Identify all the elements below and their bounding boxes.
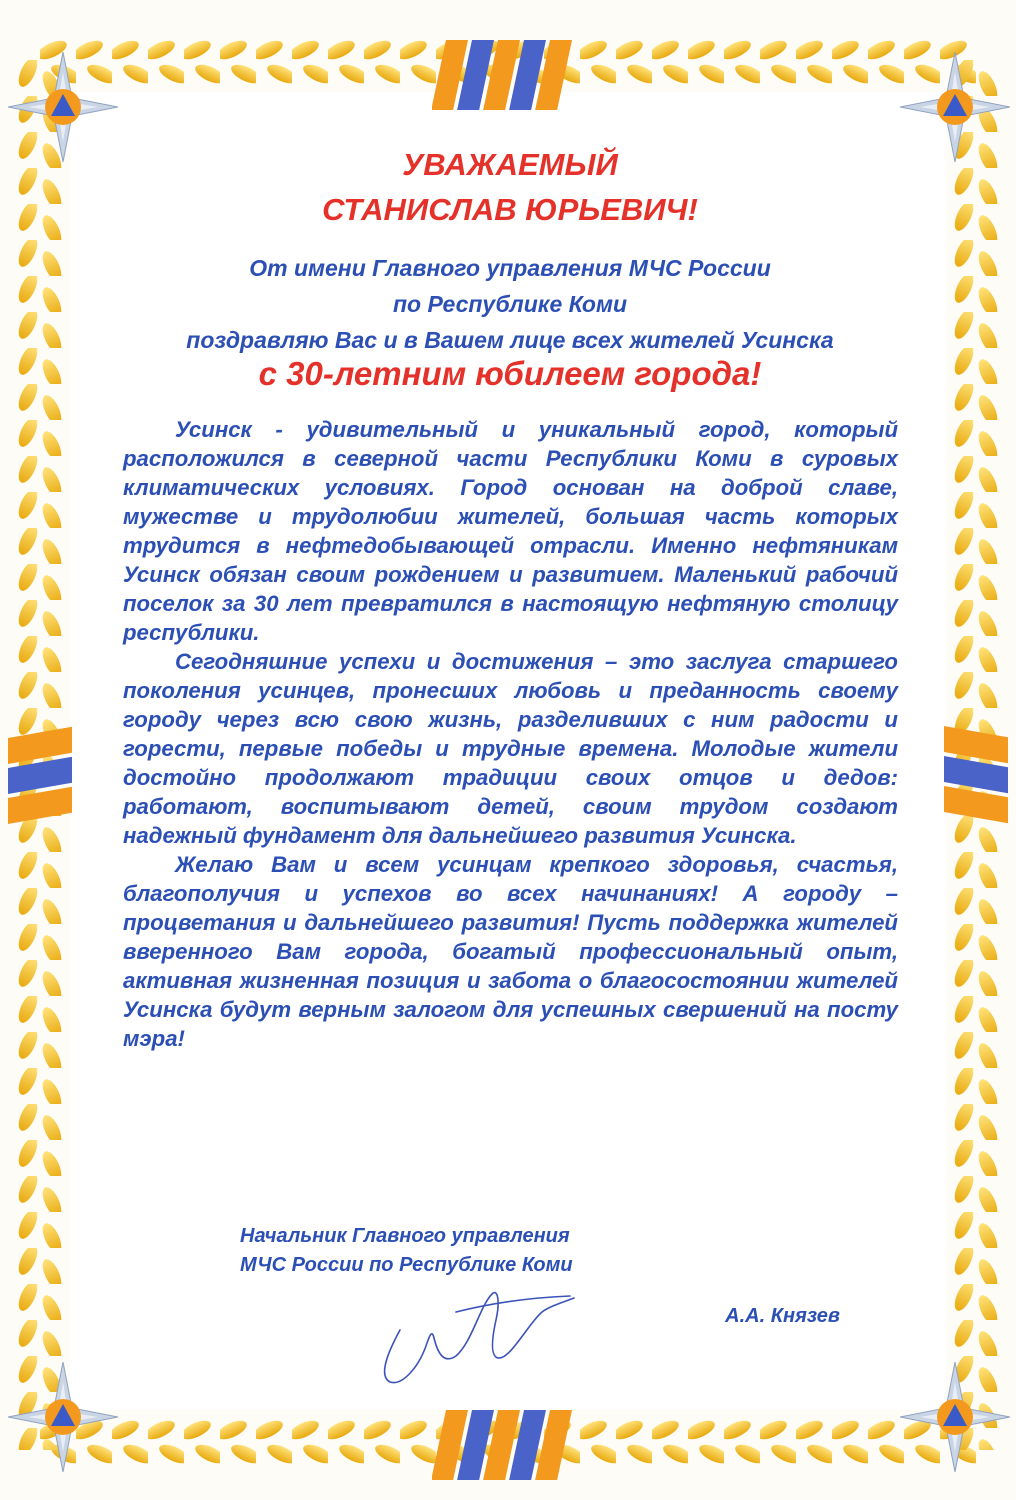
paragraph: Желаю Вам и всем усинцам крепкого здоровья, счастья, благополучия и успехов во всех начинаниях! А городу – процветания и дальнейшего развития! Пусть поддержка жителей вверенного Вам города, богатый профессиональный опыт, активная жизненная позиция и забота о благосостоянии жителей Усинска будут верным залогом для успешных свершений на посту мэра! [123, 852, 898, 1051]
handwritten-signature [360, 1272, 580, 1392]
intro [120, 250, 900, 358]
paragraph: Усинск - удивительный и уникальный город, который расположился в северной части Республики Коми в суровых климатических условиях. Город основан на доброй славе, мужестве и трудолюбии жителей, большая часть которых трудится в нефтедобывающей отрасли. Именно нефтяникам Усинск обязан своим рождением и развитием. Маленький рабочий поселок за 30 лет превратился в настоящую нефтяную столицу республики. [123, 417, 898, 645]
anniversary-heading: с 30-летним юбилеем города! [258, 355, 762, 392]
salutation [120, 142, 900, 232]
paragraph: Сегодняшние успехи и достижения – это заслуга старшего поколения усинцев, пронесших любовь и преданность своему городу через всю свою жизнь, разделивших с ним радости и горести, первые победы и трудные времена. Молодые жители достойно продолжают традиции своих отцов и дедов: работают, воспитывают детей, своим трудом создают надежный фундамент для дальнейшего развития Усинска. [123, 649, 898, 848]
flag-stripes-top-icon [432, 40, 572, 110]
signatory-name: А.А. Князев [725, 1305, 840, 1327]
letter-body [123, 415, 898, 1053]
salutation-line-1: УВАЖАЕМЫЙ [402, 147, 618, 182]
signatory-title-line-2: МЧС России по Республике Коми [240, 1254, 573, 1276]
intro-line-3: поздравляю Вас и в Вашем лице всех жителей Усинска [186, 327, 834, 353]
emergency-emblem-icon [900, 1362, 1010, 1472]
signatory-title-line-1: Начальник Главного управления [240, 1225, 570, 1247]
emergency-emblem-icon [900, 52, 1010, 162]
emergency-emblem-icon [8, 52, 118, 162]
flag-stripes-right-icon [944, 716, 1008, 846]
intro-line-2: по Республике Коми [392, 291, 628, 317]
emergency-emblem-icon [8, 1362, 118, 1472]
intro-line-1: От имени Главного управления МЧС России [249, 255, 771, 281]
flag-stripes-bottom-icon [432, 1410, 572, 1480]
salutation-line-2: СТАНИСЛАВ ЮРЬЕВИЧ! [322, 192, 698, 227]
flag-stripes-left-icon [8, 716, 72, 846]
